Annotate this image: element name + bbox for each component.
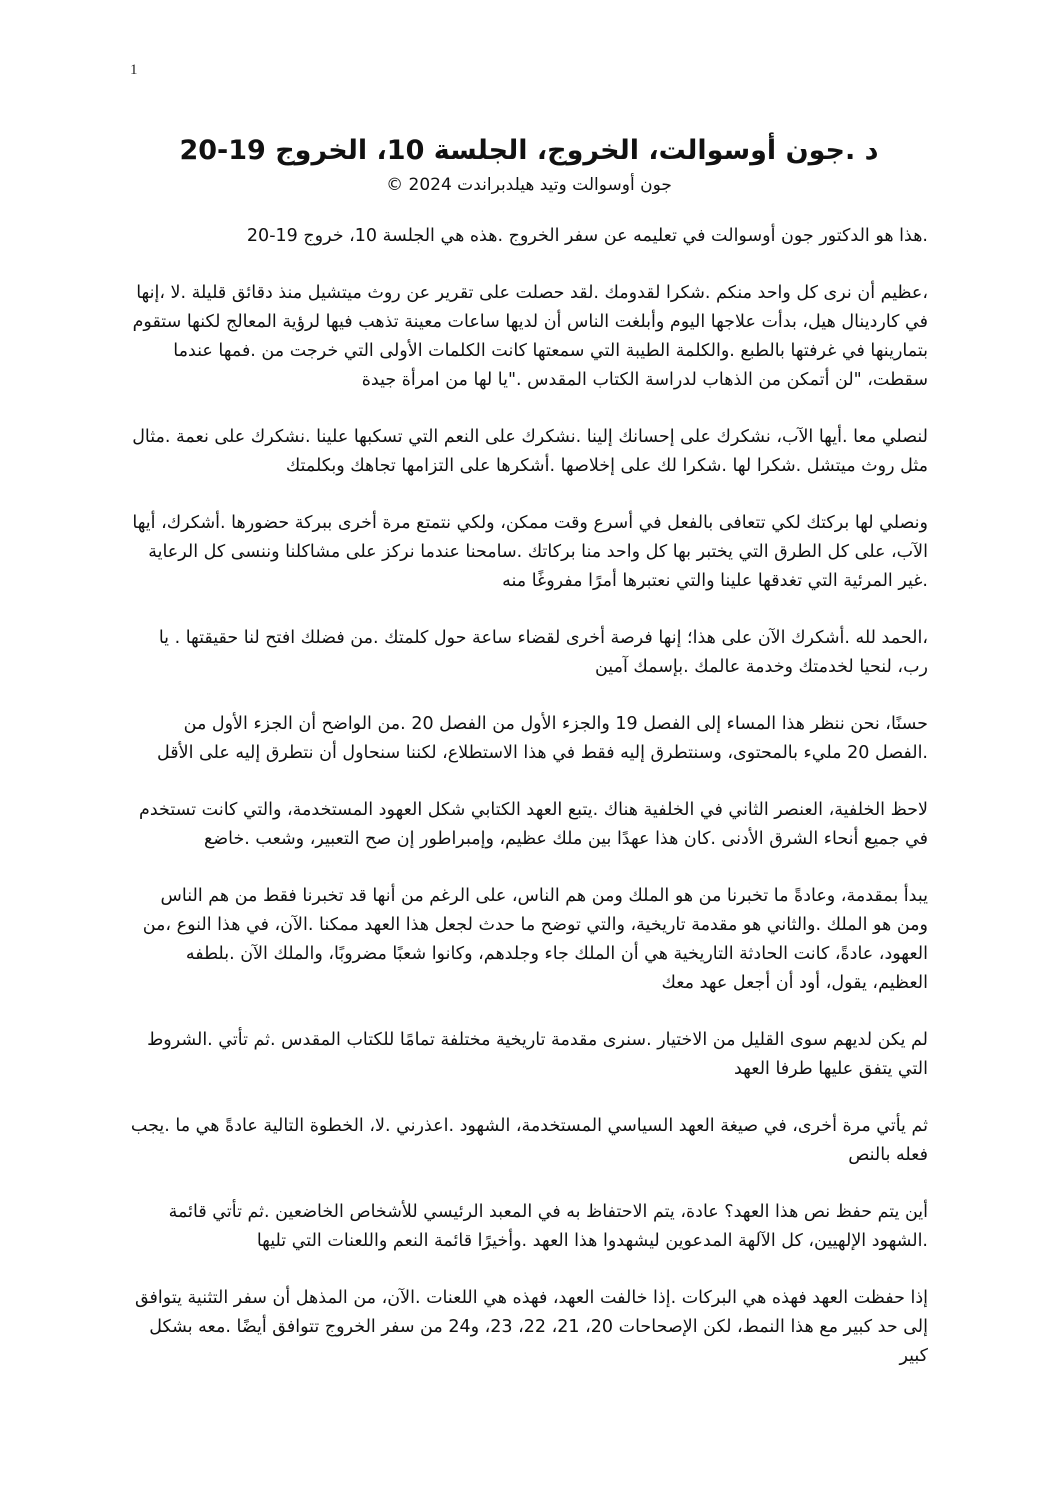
paragraph-chapters: حسنًا، نحن ننظر هذا المساء إلى الفصل 19 والجزء الأول من الفصل 20 .من الواضح أن الجزء الأول من .الفصل 20 مليء بالمحتوى، وسنتطرق إليه فقط في هذا الاستطلاع، لكننا سنحاول أن نتطرق إليه على الأقل [156, 714, 928, 763]
paragraph-blessings: إذا حفظت العهد فهذه هي البركات .إذا خالفت العهد، فهذه هي اللعنات .الآن، من المذهل أن سفر التثنية يتوافق إلى حد كبير مع هذا النمط، لكن الإصحاحات 20، 21، 22، 23، و24 من سفر الخروج تتوافق أيضًا .معه بشكل كبير [134, 1288, 928, 1366]
paragraph-stipulations: لم يكن لديهم سوى القليل من الاختيار .سنرى مقدمة تاريخية مختلفة تمامًا للكتاب المقدس .ثم تأتي .الشروط التي يتفق عليها طرفا العهد [147, 1030, 928, 1079]
copyright-line: جون أوسوالت وتيد هيلدبراندت 2024 © [386, 175, 672, 195]
document-body [130, 222, 928, 1399]
paragraph-witnesses: ثم يأتي مرة أخرى، في صيغة العهد السياسي المستخدمة، الشهود .اعذرني .لا، الخطوة التالية عادةً هي ما .يجب فعله بالنص [130, 1116, 928, 1165]
paragraph-intro: .هذا هو الدكتور جون أوسوالت في تعليمه عن سفر الخروج .هذه هي الجلسة 10، خروج 19-20 [246, 226, 928, 246]
paragraph-prayer-2: ونصلي لها بركتك لكي تتعافى بالفعل في أسرع وقت ممكن، ولكي نتمتع مرة أخرى ببركة حضورها .أشكرك، أيها الآب، على كل الطرق التي يختبر بها كل واحد منا بركاتك .سامحنا عندما نركز على مشاكلنا وننسى كل الرعاية .غير المرئية التي تغدقها علينا والتي نعتبرها أمرًا مفروغًا منه [132, 513, 928, 591]
paragraph-background: لاحظ الخلفية، العنصر الثاني في الخلفية هناك .يتبع العهد الكتابي شكل العهود المستخدمة، والتي كانت تستخدم في جميع أنحاء الشرق الأدنى .كان هذا عهدًا بين ملك عظيم، وإمبراطور إن صح التعبير، وشعب .خاضع [139, 800, 928, 849]
paragraph-prayer-1: لنصلي معا .أيها الآب، نشكرك على إحسانك إلينا .نشكرك على النعم التي تسكبها علينا .نشكرك على نعمة .مثال مثل روث ميتشل .شكرا لها .شكرا لك على إخلاصها .أشكرها على التزامها تجاهك وبكلمتك [132, 427, 928, 476]
paragraph-prayer-3: ،الحمد لله .أشكرك الآن على هذا؛ إنها فرصة أخرى لقضاء ساعة حول كلمتك .من فضلك افتح لنا حقيقتها . يا رب، لنحيا لخدمتك وخدمة عالمك .بإسمك آمين [158, 628, 928, 677]
paragraph-greeting: ،عظيم أن نرى كل واحد منكم .شكرا لقدومك .لقد حصلت على تقرير عن روث ميتشيل منذ دقائق قليلة .لا ،إنها في كاردينال هيل، بدأت علاجها اليوم وأبلغت الناس أن لديها ساعات معينة تذهب فيها لرؤية المعالج لكنها ستقوم بتمارينها في غرفتها بالطبع .والكلمة الطيبة التي سمعتها كانت الكلمات الأولى التي خرجت من .فمها عندما سقطت، "لن أتمكن من الذهاب لدراسة الكتاب المقدس ."يا لها من امرأة جيدة [132, 283, 928, 390]
paragraph-deposit: أين يتم حفظ نص هذا العهد؟ عادة، يتم الاحتفاظ به في المعبد الرئيسي للأشخاص الخاضعين .ثم تأتي قائمة .الشهود الإلهيين، كل الآلهة المدعوين ليشهدوا هذا العهد .وأخيرًا قائمة النعم واللعنات التي تليها [168, 1202, 928, 1251]
document-title: د .جون أوسوالت، الخروج، الجلسة 10، الخروج 19-20 [179, 135, 879, 166]
paragraph-preamble: يبدأ بمقدمة، وعادةً ما تخبرنا من هو الملك ومن هم الناس، على الرغم من أنها قد تخبرنا فقط من هم الناس ومن هو الملك .والثاني هو مقدمة تاريخية، والتي توضح ما حدث لجعل هذا العهد ممكنا .الآن، في هذا النوع ،من العهود، عادةً، كانت الحادثة التاريخية هي أن الملك جاء وجلدهم، وكانوا شعبًا مضروبًا، والملك الآن .بلطفه العظيم، يقول، أود أن أجعل عهد معك [142, 886, 928, 993]
page-number: 1 [130, 62, 138, 78]
